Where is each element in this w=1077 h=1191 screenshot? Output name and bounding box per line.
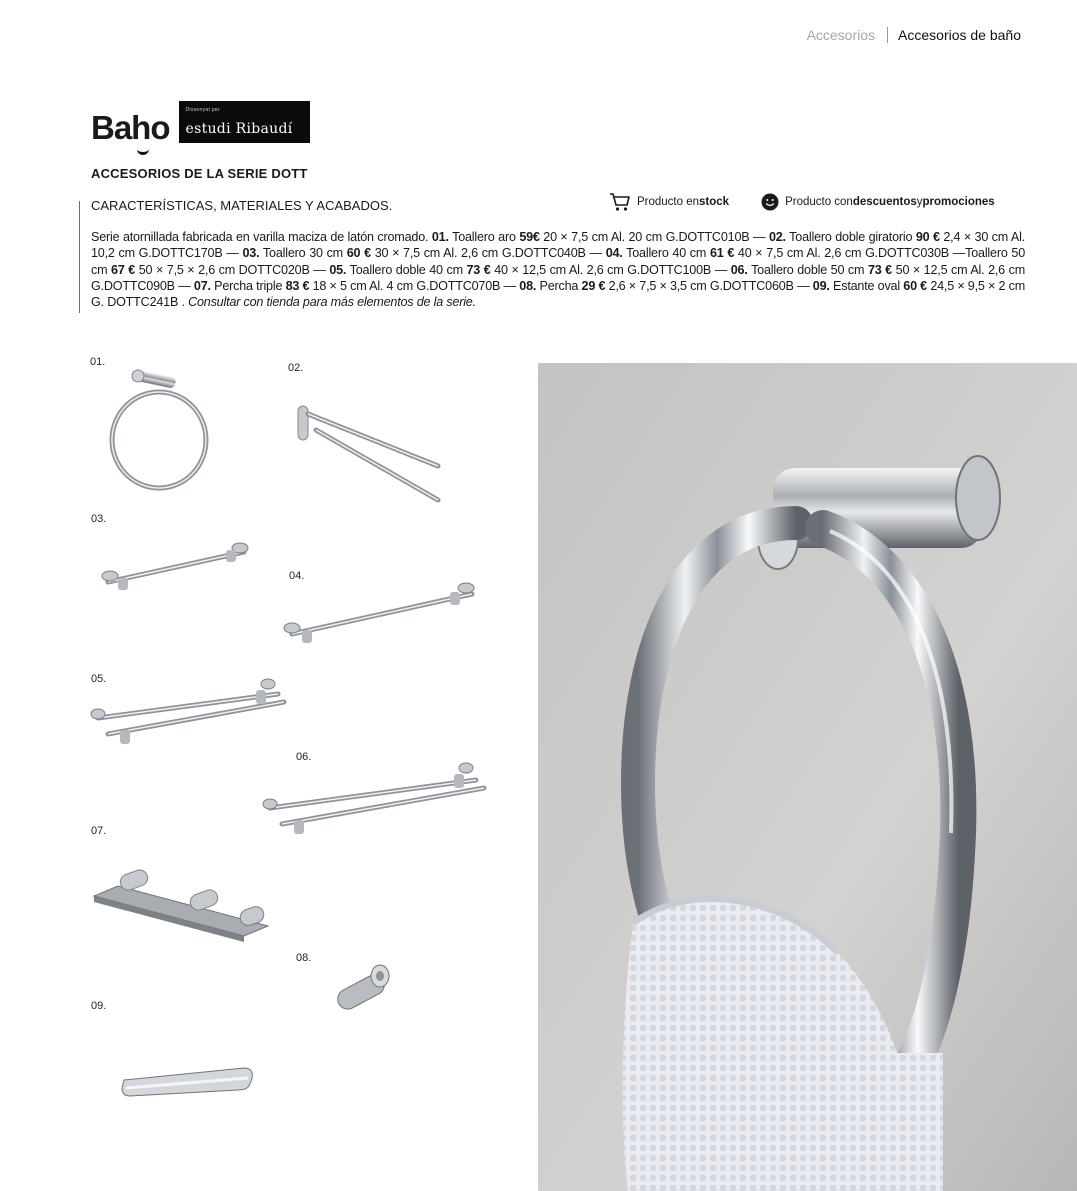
desc-item-spec: 40 × 7,5 cm Al. 2,6 cm G.DOTTC030B —Toallero 50 cm	[91, 246, 1026, 277]
desc-item-name: Toallero aro	[448, 230, 520, 244]
legend-promo-bold1: descuentos	[852, 196, 917, 208]
product-image-single-hook	[330, 960, 396, 1018]
desc-item-num: 06.	[730, 262, 748, 277]
product-label-07: 07.	[91, 825, 107, 837]
breadcrumb-section[interactable]: Accesorios	[806, 27, 876, 43]
cart-icon	[609, 192, 631, 212]
desc-item-price: 90 €	[915, 230, 940, 244]
desc-item-spec: 20 × 7,5 cm Al. 20 cm G.DOTTC010B —	[539, 230, 769, 244]
estudi-ribaudi-logo	[179, 101, 310, 143]
desc-item-spec: 30 × 7,5 cm Al. 2,6 cm G.DOTTC040B —	[370, 246, 606, 261]
desc-item-price: 60 €	[903, 278, 927, 293]
product-image-towel-bar-30	[98, 540, 256, 598]
baho-smile-mark	[137, 146, 149, 155]
desc-item-spec: 50 × 12,5 cm Al. 2,6 cm G.DOTTC090B —	[91, 262, 1026, 293]
estudi-logo-name: estudi Ribaudí	[185, 121, 293, 137]
legend-promo	[761, 193, 995, 211]
desc-item-name: Toallero 30 cm	[259, 246, 347, 261]
desc-item-spec: 2,6 × 7,5 × 3,5 cm G.DOTTC060B —	[605, 278, 813, 293]
breadcrumb-current: Accesorios de baño	[898, 27, 1021, 43]
estudi-logo-small-text: Dissenyat per	[185, 107, 220, 113]
product-image-towel-ring	[106, 368, 212, 494]
desc-item-name: Percha	[536, 278, 582, 293]
breadcrumb-divider	[887, 27, 888, 43]
legend-promo-and: y	[916, 196, 923, 208]
desc-item-spec: 24,5 × 9,5 × 2 cm G. DOTTC241B .	[91, 278, 1025, 310]
legend-promo-bold2: promociones	[922, 196, 995, 208]
product-label-03: 03.	[91, 513, 107, 525]
baho-logo-text: Baho	[91, 109, 170, 146]
features-subheading: CARACTERÍSTICAS, MATERIALES Y ACABADOS.	[91, 198, 393, 213]
series-heading: ACCESORIOS DE LA SERIE DOTT	[91, 166, 308, 181]
brand-logos	[91, 101, 310, 144]
desc-item-num: 05.	[329, 262, 347, 277]
product-image-double-swivel	[296, 400, 446, 510]
desc-item-name: Estante oval	[829, 278, 904, 293]
desc-item-price: 29 €	[581, 278, 606, 293]
desc-item-spec: 18 × 5 cm Al. 4 cm G.DOTTC070B —	[309, 278, 520, 293]
breadcrumb	[807, 27, 1021, 43]
product-label-06: 06.	[296, 751, 312, 763]
desc-item-price: 60 €	[346, 246, 371, 261]
legend-stock-bold: stock	[699, 196, 730, 208]
desc-item-num: 09.	[812, 278, 830, 293]
product-image-towel-bar-40	[280, 578, 484, 650]
legend-promo-text: Producto con	[785, 196, 853, 208]
desc-item-num: 08.	[519, 278, 537, 293]
desc-item-price: 73 €	[867, 262, 892, 277]
product-label-08: 08.	[296, 952, 312, 964]
legend	[609, 192, 995, 212]
product-label-04: 04.	[289, 570, 305, 582]
desc-item-price: 67 €	[111, 262, 136, 277]
legend-stock	[609, 192, 729, 212]
desc-item-spec: 50 × 7,5 × 2,6 cm DOTTC020B —	[135, 262, 330, 277]
desc-item-name: Toallero doble 50 cm	[747, 262, 868, 277]
product-label-02: 02.	[288, 362, 304, 374]
desc-item-num: 07.	[193, 278, 211, 293]
legend-stock-text: Producto en	[637, 196, 700, 208]
product-label-05: 05.	[91, 673, 107, 685]
product-label-09: 09.	[91, 1000, 107, 1012]
margin-rule	[79, 201, 80, 313]
smiley-icon	[761, 193, 779, 211]
product-image-triple-hook	[90, 866, 272, 950]
desc-item-name: Toallero doble 40 cm	[346, 262, 467, 277]
desc-item-price: 83 €	[285, 278, 310, 293]
desc-item-num: 04.	[605, 246, 623, 261]
product-image-oval-shelf	[118, 1058, 256, 1102]
desc-item-spec: 40 × 12,5 cm Al. 2,6 cm G.DOTTC100B —	[490, 262, 731, 277]
towel-ring-photo	[538, 363, 1077, 1191]
desc-item-name: Toallero 40 cm	[622, 246, 710, 261]
product-label-01: 01.	[90, 356, 106, 368]
desc-item-name: Percha triple	[210, 278, 286, 293]
product-image-double-bar-50	[260, 758, 490, 838]
desc-item-price: 61 €	[709, 246, 735, 261]
baho-logo	[91, 111, 170, 144]
desc-item-name: Toallero doble giratorio	[785, 230, 916, 244]
desc-item-num: 01.	[431, 230, 449, 244]
desc-intro: Serie atornillada fabricada en varilla maciza de latón cromado.	[91, 230, 432, 244]
desc-item-num: 03.	[242, 246, 260, 261]
desc-item-num: 02.	[768, 230, 786, 244]
desc-closing: Consultar con tienda para más elementos de la serie.	[188, 295, 476, 310]
desc-item-price: 73 €	[466, 262, 491, 277]
desc-item-spec: 2,4 × 30 cm Al. 10,2 cm G.DOTTC170B —	[91, 230, 1026, 261]
product-image-double-bar-40	[88, 674, 292, 748]
desc-item-price: 59€	[519, 230, 540, 244]
product-description	[91, 229, 1025, 310]
